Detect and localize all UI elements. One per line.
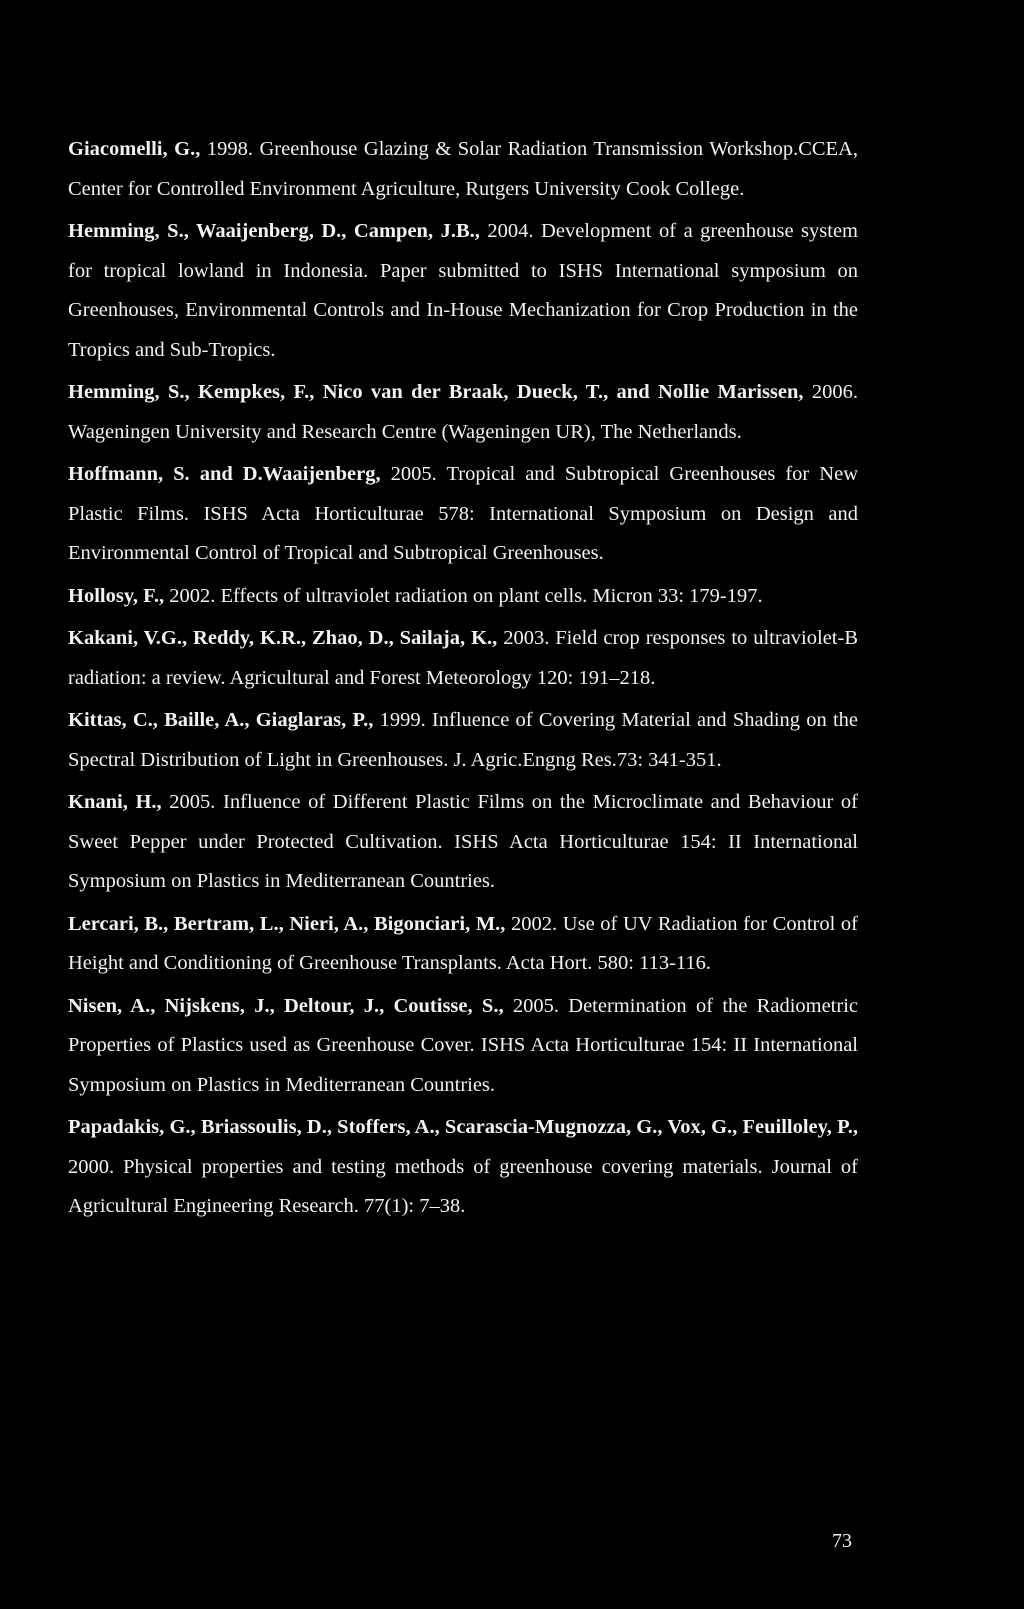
reference-entry <box>68 373 858 452</box>
reference-text: 2005. Tropical and Subtropical Greenhouses for New Plastic Films. ISHS Acta Horticulturae 578: International Symposium on Design and Environmental Control of Tropical and Subtropical Greenhouses. <box>68 463 858 564</box>
reference-entry <box>68 130 858 209</box>
reference-authors: Giacomelli, G., <box>68 138 201 160</box>
reference-text: 2006. Wageningen University and Research Centre (Wageningen UR), The Netherlands. <box>68 381 859 443</box>
reference-entry <box>68 783 858 902</box>
reference-authors: Knani, H., <box>68 791 162 813</box>
reference-authors: Hoffmann, S. and D.Waaijenberg, <box>68 463 381 485</box>
reference-text: 1998. Greenhouse Glazing & Solar Radiation Transmission Workshop.CCEA, Center for Controlled Environment Agriculture, Rutgers University Cook College. <box>68 138 858 200</box>
reference-text: 2003. Field crop responses to ultraviolet-B radiation: a review. Agricultural and Forest Meteorology 120: 191–218. <box>68 627 858 689</box>
reference-authors: Hemming, S., Waaijenberg, D., Campen, J.B., <box>68 220 480 242</box>
reference-entry <box>68 1108 858 1227</box>
reference-authors: Kittas, C., Baille, A., Giaglaras, P., <box>68 709 374 731</box>
reference-text: 2002. Use of UV Radiation for Control of Height and Conditioning of Greenhouse Transplants. Acta Hort. 580: 113-116. <box>68 912 858 974</box>
reference-entry <box>68 905 858 984</box>
reference-text: 2005. Influence of Different Plastic Films on the Microclimate and Behaviour of Sweet Pepper under Protected Cultivation. ISHS Acta Horticulturae 154: II International Symposium on Plastics in Mediterranean Countries. <box>68 791 858 892</box>
reference-text: 2004. Development of a greenhouse system for tropical lowland in Indonesia. Paper submitted to ISHS International symposium on Greenhouses, Environmental Controls and In-House Mechanization for Crop Production in the Tropics and Sub-Tropics. <box>68 220 858 361</box>
reference-authors: Papadakis, G., Briassoulis, D., Stoffers, A., Scarascia-Mugnozza, G., Vox, G., Feuilloley, P., <box>68 1116 858 1138</box>
reference-entry <box>68 987 858 1106</box>
reference-entry <box>68 577 858 617</box>
reference-entry <box>68 212 858 370</box>
reference-authors: Hollosy, F., <box>68 584 165 607</box>
reference-entry <box>68 619 858 698</box>
reference-authors: Kakani, V.G., Reddy, K.R., Zhao, D., Sailaja, K., <box>68 627 498 649</box>
reference-list <box>68 130 858 1230</box>
reference-authors: Lercari, B., Bertram, L., Nieri, A., Bigonciari, M., <box>68 912 506 935</box>
page-number: 73 <box>832 1530 852 1552</box>
reference-text: 2005. Determination of the Radiometric Properties of Plastics used as Greenhouse Cover. ISHS Acta Horticulturae 154: II International Symposium on Plastics in Mediterranean Countries. <box>68 994 858 1096</box>
reference-authors: Hemming, S., Kempkes, F., Nico van der Braak, Dueck, T., and Nollie Marissen, <box>68 381 804 403</box>
reference-text: 2000. Physical properties and testing methods of greenhouse covering materials. Journal of Agricultural Engineering Research. 77(1): 7–38. <box>68 1155 858 1217</box>
reference-text: 1999. Influence of Covering Material and Shading on the Spectral Distribution of Light in Greenhouses. J. Agric.Engng Res.73: 341-351. <box>68 709 858 771</box>
reference-entry <box>68 701 858 780</box>
reference-entry <box>68 455 858 574</box>
reference-authors: Nisen, A., Nijskens, J., Deltour, J., Coutisse, S., <box>68 994 504 1017</box>
reference-text: 2002. Effects of ultraviolet radiation on plant cells. Micron 33: 179-197. <box>164 584 763 607</box>
